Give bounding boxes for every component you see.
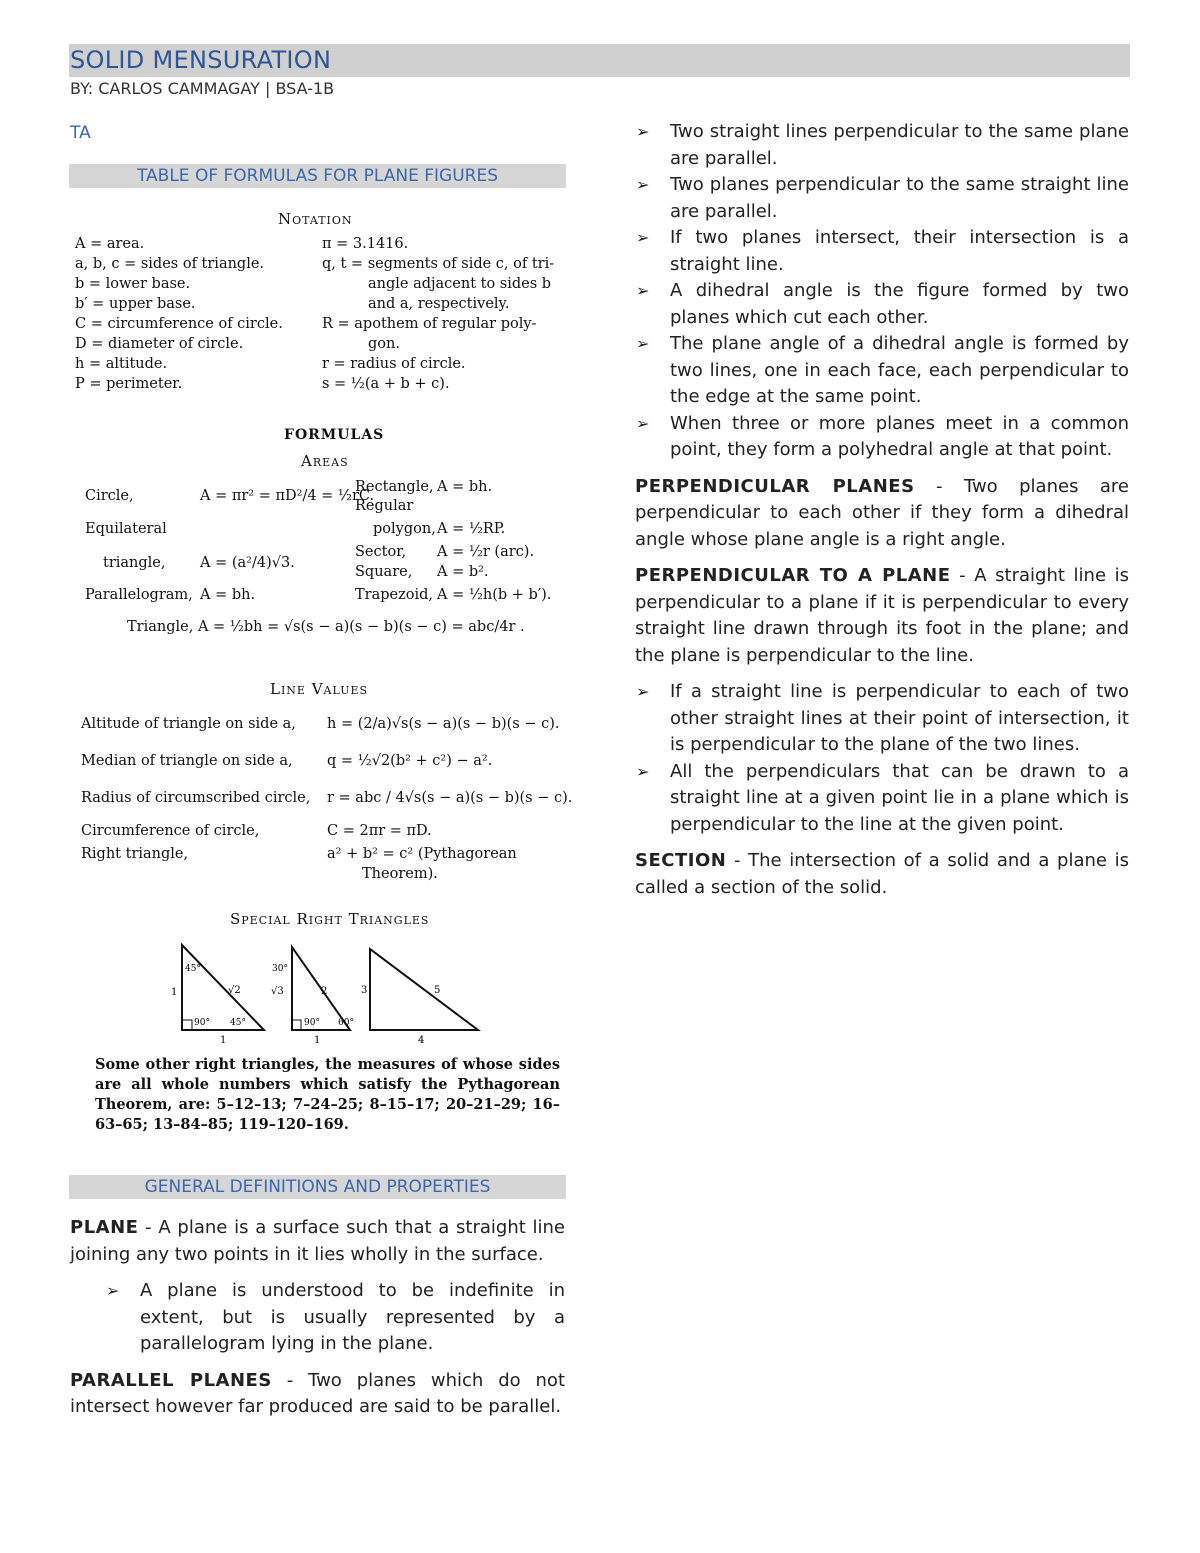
list-item — [600, 172, 1129, 225]
section-def-text: - The intersection of a solid and a plane is called a section of the solid. — [635, 850, 1129, 898]
list-item — [600, 759, 1129, 839]
bullet-text: When three or more planes meet in a common point, they form a polyhedral angle at that point. — [670, 412, 1129, 460]
bullet-text: If two planes intersect, their intersection is a straight line. — [670, 227, 1129, 275]
t2-angle-c: 60° — [338, 1018, 354, 1028]
area-formula-sector: A = ½r (arc). — [437, 544, 535, 560]
list-item — [600, 679, 1129, 759]
formulas-section-heading: TABLE OF FORMULAS FOR PLANE FIGURES — [69, 164, 566, 188]
triangle-30-60-90 — [271, 947, 354, 1046]
area-label-polygon: polygon, — [373, 521, 436, 537]
area-formula-circle: A = πr² = πD²/4 = ½rC. — [200, 488, 375, 504]
document-title: SOLID MENSURATION — [70, 46, 332, 74]
arrow-bullet-icon: ➢ — [636, 122, 650, 141]
notation-right-item: q, t = segments of side c, of tri- — [322, 256, 555, 272]
line-value-label: Circumference of circle, — [81, 823, 260, 839]
left-definitions — [70, 1215, 565, 1431]
area-label-rectangle: Rectangle, — [355, 479, 434, 495]
line-value-formula: r = abc / 4√s(s − a)(s − b)(s − c). — [327, 790, 573, 806]
notation-right-item: r = radius of circle. — [322, 356, 466, 372]
t2-hypotenuse: 2 — [321, 986, 328, 997]
perpendicular-planes-term: PERPENDICULAR PLANES — [635, 475, 915, 497]
notation-right-item: angle adjacent to sides b — [368, 276, 552, 292]
perpendicular-to-plane-definition — [635, 563, 1129, 669]
notation-left-item: b′ = upper base. — [75, 296, 196, 312]
arrow-bullet-icon: ➢ — [636, 761, 650, 781]
arrow-bullet-icon: ➢ — [636, 334, 650, 353]
triangle-45-45-90 — [171, 945, 264, 1046]
list-item — [600, 411, 1129, 464]
area-label-square: Square, — [355, 564, 413, 580]
area-label-trapezoid: Trapezoid, — [355, 587, 434, 603]
notation-left-item: A = area. — [75, 236, 145, 252]
bullet-text: Two straight lines perpendicular to the same plane are parallel. — [670, 121, 1129, 169]
t1-side-bottom: 1 — [220, 1035, 227, 1046]
special-triangles-heading: Special Right Triangles — [230, 910, 430, 928]
area-label-equilateral: Equilateral — [85, 521, 167, 537]
area-label-circle: Circle, — [85, 488, 134, 504]
t1-angle-a: 45° — [185, 964, 201, 974]
t2-side-left: √3 — [271, 986, 284, 997]
area-label-triangle: triangle, — [103, 555, 166, 571]
arrow-bullet-icon: ➢ — [636, 175, 650, 194]
bullet-text: Two planes perpendicular to the same straight line are parallel. — [670, 174, 1129, 222]
notation-right-item: gon. — [368, 336, 400, 352]
t2-angle-a: 30° — [272, 964, 288, 974]
area-formula-parallelogram: A = bh. — [200, 587, 256, 603]
arrow-bullet-icon: ➢ — [636, 228, 650, 247]
plane-def-text: - A plane is a surface such that a straight line joining any two points in it lies wholly in the surface. — [70, 1217, 565, 1265]
line-value-label: Altitude of triangle on side a, — [81, 716, 296, 732]
t1-side-left: 1 — [171, 987, 178, 998]
area-label-parallelogram: Parallelogram, — [85, 587, 193, 603]
formulas-heading: FORMULAS — [284, 427, 385, 443]
list-item — [70, 1278, 565, 1358]
t3-hypotenuse: 5 — [434, 985, 441, 996]
perp-plane-def-text: - A straight line is perpendicular to a plane if it is perpendicular to every straight line drawn through its foot in the plane; and the plane is perpendicular to the line. — [635, 565, 1129, 666]
area-label-regular: Regular — [355, 498, 414, 514]
notation-heading: Notation — [278, 210, 353, 228]
plane-definition — [70, 1215, 565, 1268]
area-formula-rectangle: A = bh. — [437, 479, 493, 495]
bullet-text: The plane angle of a dihedral angle is formed by two lines, one in each face, each perpendicular to the edge at the same point. — [670, 333, 1129, 407]
notation-left-item: a, b, c = sides of triangle. — [75, 256, 265, 272]
t3-side-left: 3 — [361, 985, 368, 996]
list-item — [600, 225, 1129, 278]
properties-list-1 — [600, 119, 1129, 464]
t1-angle-b: 90° — [194, 1018, 210, 1028]
t2-angle-b: 90° — [304, 1018, 320, 1028]
bullet-text: All the perpendiculars that can be drawn to a straight line at a given point lie in a plane which is perpendicular to the line at the given point. — [670, 760, 1129, 835]
general-section-heading: GENERAL DEFINITIONS AND PROPERTIES — [69, 1175, 566, 1199]
line-value-label: Median of triangle on side a, — [81, 753, 293, 769]
section-term: SECTION — [635, 850, 727, 871]
arrow-bullet-icon: ➢ — [636, 281, 650, 300]
area-formula-triangle: A = (a²/4)√3. — [200, 555, 295, 571]
properties-list-2 — [600, 679, 1129, 838]
parallel-planes-definition — [70, 1368, 565, 1421]
line-value-formula: a² + b² = c² (Pythagorean — [327, 846, 517, 862]
byline: BY: CARLOS CAMMAGAY | BSA-1B — [70, 79, 335, 98]
line-value-formula: h = (2/a)√s(s − a)(s − b)(s − c). — [327, 716, 560, 732]
list-item — [600, 278, 1129, 331]
line-value-label: Radius of circumscribed circle, — [81, 790, 311, 806]
notation-right-item: s = ½(a + b + c). — [322, 376, 450, 392]
triangle-3-4-5 — [361, 949, 478, 1046]
notation-left-item: C = circumference of circle. — [75, 316, 283, 332]
special-triangles-figure — [168, 935, 488, 1047]
perpendicular-planes-definition — [635, 474, 1129, 554]
perpendicular-to-plane-term: PERPENDICULAR TO A PLANE — [635, 565, 951, 586]
ta-label: TA — [70, 123, 91, 143]
notation-right-item: R = apothem of regular poly- — [322, 316, 537, 332]
notation-right-item: π = 3.1416. — [322, 236, 409, 252]
areas-heading: Areas — [301, 452, 349, 470]
t2-side-bottom: 1 — [314, 1035, 321, 1046]
t1-angle-c: 45° — [230, 1018, 246, 1028]
notation-right-item: and a, respectively. — [368, 296, 510, 312]
area-formula-polygon: A = ½RP. — [437, 521, 506, 537]
arrow-bullet-icon: ➢ — [636, 413, 650, 433]
plane-term: PLANE — [70, 1217, 139, 1238]
triangle-area-formula: Triangle, A = ½bh = √s(s − a)(s − b)(s − c) = abc/4r . — [127, 619, 525, 635]
notation-left-item: b = lower base. — [75, 276, 191, 292]
arrow-bullet-icon: ➢ — [636, 682, 650, 701]
notation-left-item: D = diameter of circle. — [75, 336, 244, 352]
bullet-text: A dihedral angle is the figure formed by two planes which cut each other. — [670, 280, 1129, 328]
line-value-formula: Theorem). — [362, 866, 438, 882]
line-value-formula: C = 2πr = πD. — [327, 823, 432, 839]
plane-bullets — [70, 1278, 565, 1358]
parallel-planes-term: PARALLEL PLANES — [70, 1369, 272, 1391]
parallel-def-text: - Two planes which do not intersect however far produced are said to be parallel. — [70, 1369, 565, 1417]
list-item — [600, 119, 1129, 172]
arrow-bullet-icon: ➢ — [106, 1281, 120, 1300]
line-value-label: Right triangle, — [81, 846, 189, 862]
notation-left-item: P = perimeter. — [75, 376, 183, 392]
bullet-text: If a straight line is perpendicular to each of two other straight lines at their point of intersection, it is perpendicular to the plane of the two lines. — [670, 681, 1129, 755]
area-formula-trapezoid: A = ½h(b + b′). — [437, 587, 552, 603]
bullet-text: A plane is understood to be indefinite in extent, but is usually represented by a parallelogram lying in the plane. — [140, 1280, 565, 1354]
line-values-heading: Line Values — [270, 680, 369, 698]
pythagorean-triples-note: Some other right triangles, the measures of whose sides are all whole numbers which satisfy the Pythagorean Theorem, are: 5–12–13; 7–24–25; 8–15–17; 20–21–29; 16–63–65; 13–84–85; 119–120–169. — [95, 1056, 560, 1133]
line-value-formula: q = ½√2(b² + c²) − a². — [327, 753, 493, 769]
section-definition — [635, 848, 1129, 901]
perp-planes-def-text: - Two planes are perpendicular to each other if they form a dihedral angle whose plane angle is a right angle. — [635, 475, 1130, 550]
t1-hypotenuse: √2 — [228, 985, 241, 996]
area-label-sector: Sector, — [355, 544, 407, 560]
notation-left-item: h = altitude. — [75, 356, 168, 372]
area-formula-square: A = b². — [437, 564, 489, 580]
right-definitions — [635, 119, 1129, 911]
list-item — [600, 331, 1129, 411]
t3-side-bottom: 4 — [418, 1035, 425, 1046]
